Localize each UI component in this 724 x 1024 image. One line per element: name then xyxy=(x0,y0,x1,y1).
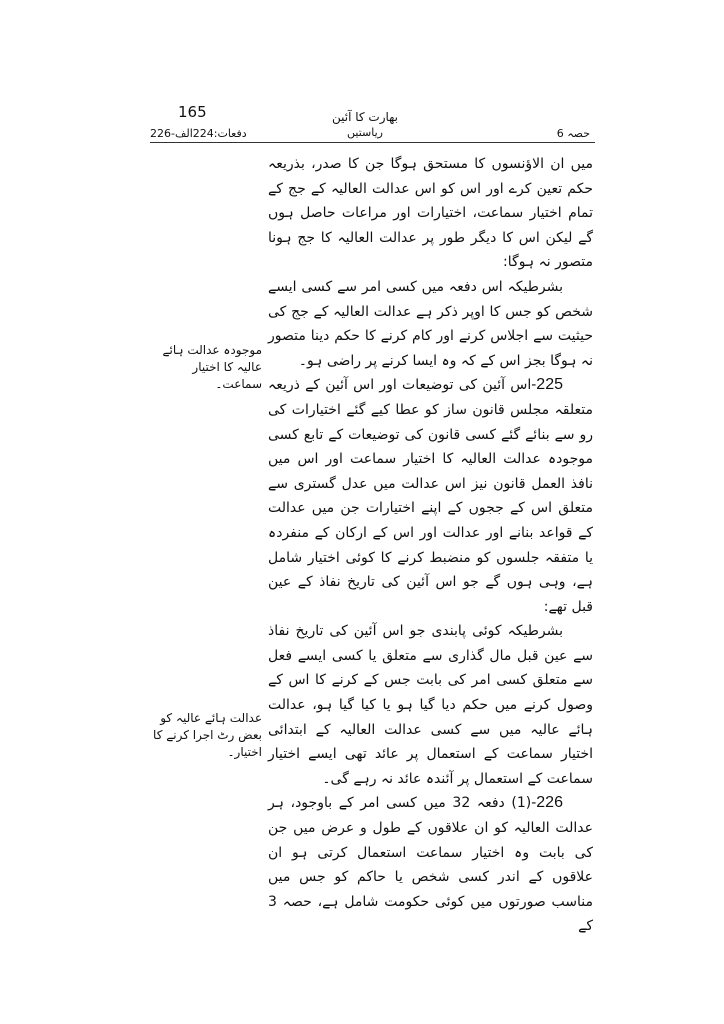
sections-range: دفعات:224الف-226 xyxy=(150,127,247,140)
header-rule xyxy=(150,142,595,143)
sub-title: ریاستیں xyxy=(347,126,383,139)
paragraph-2: بشرطیکہ اس دفعہ میں کسی امر سے کسی ایسے شخص کو جس کا اوپر ذکر ہے عدالت العالیہ کے جج کی حیثیت سے اجلاس کرنے اور کام کرنے کا حکم دینا متصور نہ ہوگا بجز اس کے کہ وہ ایسا کرنے پر راضی ہو۔ xyxy=(268,278,593,369)
section-225-text: -اس آئین کی توضیعات اور اس آئین کے ذریعہ متعلقہ مجلس قانون ساز کو عطا کیے گئے اختیارات کی رو سے بنائے گئے کسی قانون کی توضیعات کے تابع کسی موجودہ عدالت العالیہ کا اختیار سماعت اور اس میں نافذ العمل قانون نیز اس عدالت میں عدل گستری سے متعلق اس کے ججوں کے اپنے اختیارات جن میں عدالت کے قواعد بنانے اور عدالت اور اس کے ارکان کے منفردہ یا متفقہ جلسوں کو منضبط کرنے کا کوئی اختیار شامل ہے، وہی ہوں گے جو اس آئین کی تاریخ نفاذ کے عین قبل تھے: xyxy=(268,377,593,615)
paragraph-4: بشرطیکہ کوئی پابندی جو اس آئین کی تاریخ نفاذ سے عین قبل مال گذاری سے متعلق یا کسی ایسے فعل سے متعلق کسی امر کی بابت جس کے کرنے کا اس کے وصول کرنے میں حکم دیا گیا ہو یا کیا گیا ہو، عدالت ہائے عالیہ میں سے کسی عدالت العالیہ کے ابتدائی اختیار سماعت کے استعمال پر عائد تھی ایسے اختیار سماعت کے استعمال پر آئندہ عائد نہ رہے گی۔ xyxy=(268,623,593,787)
margin-note-226: عدالت ہائے عالیہ کو بعض رٹ اجرا کرنے کا اختیار۔ xyxy=(153,711,262,759)
part-label: حصہ 6 xyxy=(556,127,590,140)
section-226-text: -(1) دفعہ 32 میں کسی امر کے باوجود، ہر عدالت العالیہ کو ان علاقوں کے طول و عرض میں جن کی بابت وہ اختیار سماعت استعمال کرتی ہو ان علاقوں کے اندر کسی شخص یا حاکم کو جس میں مناسب صورتوں میں کوئی حکومت شامل ہے، حصہ 3 کے xyxy=(268,795,593,935)
body-text xyxy=(268,152,593,939)
section-225 xyxy=(268,373,593,619)
section-226-number: 226 xyxy=(536,794,563,812)
paragraph-1: میں ان الاؤنسوں کا مستحق ہوگا جن کا صدر، بذریعہ حکم تعین کرے اور اس کو اس عدالت العالیہ کے جج کے تمام اختیار سماعت، اختیارات اور مراعات حاصل ہوں گے لیکن اس کا دیگر طور پر عدالت العالیہ کا جج ہونا متصور نہ ہوگا: xyxy=(268,156,593,271)
section-226 xyxy=(268,791,593,939)
page-number: 165 xyxy=(178,103,207,121)
margin-note-225: موجودہ عدالت ہائے عالیہ کا اختیار سماعت۔ xyxy=(162,343,262,391)
section-225-number: 225 xyxy=(536,376,563,394)
book-title: بھارت کا آئین xyxy=(331,110,399,124)
